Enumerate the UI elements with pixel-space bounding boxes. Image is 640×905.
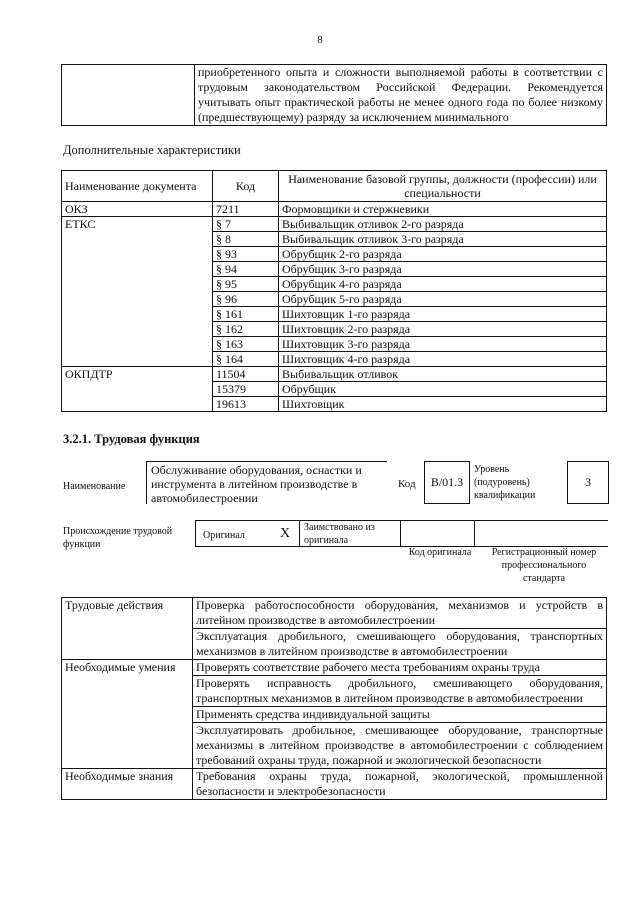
name-label: Наименование — [63, 481, 126, 492]
empty-cell — [62, 65, 195, 126]
borrowed-label: Заимствовано из оригинала — [304, 522, 375, 546]
group-label-cell: Трудовые действия — [62, 598, 193, 660]
table-row — [62, 367, 607, 382]
code-cell: § 93 — [213, 247, 279, 262]
name-cell: Формовщики и стержневики — [279, 202, 607, 217]
group-label-cell: Необходимые знания — [62, 769, 193, 800]
item-cell: Проверка работоспособности оборудования, механизмов и устройств в литейном производстве в автомобилестроении — [193, 598, 607, 629]
name-cell: Обрубщик — [279, 382, 607, 397]
document-cell: ОКПДТР — [62, 367, 213, 412]
name-box — [146, 461, 387, 504]
code-original-caption: Код оригинала — [408, 547, 472, 558]
divider — [400, 521, 401, 546]
registration-caption: Регистрационный номер профессионального стандарта — [491, 547, 597, 584]
additional-characteristics-title: Дополнительные характеристики — [63, 143, 241, 157]
labor-function-heading: 3.2.1. Трудовая функция — [63, 432, 200, 446]
table-row — [62, 217, 607, 232]
name-cell: Выбивальщик отливок — [279, 367, 607, 382]
name-cell: Шихтовщик 2-го разряда — [279, 322, 607, 337]
original-label: Оригинал — [203, 530, 245, 541]
item-cell: Применять средства индивидуальной защиты — [193, 707, 607, 723]
code-label: Код — [398, 478, 416, 490]
name-cell: Выбивальщик отливок 3-го разряда — [279, 232, 607, 247]
document-cell: ЕТКС — [62, 217, 213, 367]
name-cell: Шихтовщик 1-го разряда — [279, 307, 607, 322]
item-cell: Эксплуатировать дробильное, смешивающее оборудование, транспортные механизмы в литейном производстве в автомобилестроении с соблюдением требований охраны труда, пожарной и экологической безопасности — [193, 723, 607, 769]
code-value: B/01.3 — [424, 461, 470, 504]
group-label-cell: Необходимые умения — [62, 660, 193, 769]
name-cell: Шихтовщик 4-го разряда — [279, 352, 607, 367]
code-cell: § 161 — [213, 307, 279, 322]
name-cell: Шихтовщик — [279, 397, 607, 412]
table-row — [62, 769, 607, 800]
origin-box — [195, 520, 608, 547]
item-cell: Проверять исправность дробильного, смешивающего оборудования, транспортных механизмов в литейном производстве в автомобилестроении — [193, 676, 607, 707]
origin-label: Происхождение трудовой функции — [63, 526, 173, 550]
item-cell: Проверять соответствие рабочего места требованиям охраны труда — [193, 660, 607, 676]
code-cell: § 94 — [213, 262, 279, 277]
name-cell: Обрубщик 5-го разряда — [279, 292, 607, 307]
divider — [299, 521, 300, 546]
code-cell: § 163 — [213, 337, 279, 352]
code-cell: § 8 — [213, 232, 279, 247]
table-row — [62, 598, 607, 629]
name-value: Обслуживание оборудования, оснастки и инструмента в литейном производстве в автомобилестроении — [151, 463, 362, 505]
code-cell: 15379 — [213, 382, 279, 397]
name-cell: Обрубщик 3-го разряда — [279, 262, 607, 277]
divider — [474, 521, 475, 546]
table-row — [62, 202, 607, 217]
name-cell: Обрубщик 2-го разряда — [279, 247, 607, 262]
item-cell: Требования охраны труда, пожарной, экологической, промышленной безопасности и электробезопасности — [193, 769, 607, 800]
original-mark: X — [280, 526, 291, 541]
page-number: 8 — [317, 34, 323, 46]
header-document: Наименование документа — [62, 171, 213, 202]
code-cell: § 7 — [213, 217, 279, 232]
details-table — [61, 597, 607, 800]
code-cell: 7211 — [213, 202, 279, 217]
name-cell: Выбивальщик отливок 2-го разряда — [279, 217, 607, 232]
item-cell: Эксплуатация дробильного, смешивающего оборудования, транспортных механизмов в литейном производстве в автомобилестроении — [193, 629, 607, 660]
code-cell: 19613 — [213, 397, 279, 412]
header-code: Код — [213, 171, 279, 202]
name-cell: Обрубщик 4-го разряда — [279, 277, 607, 292]
table-row — [62, 660, 607, 676]
continuation-text: приобретенного опыта и сложности выполняемой работы в соответствии с трудовым законодательством Российской Федерации. Рекомендуется учитывать опыт практической работы не менее одного года по более низкому (предшествующему) разряду за исключением минимального — [195, 65, 607, 126]
continuation-table — [61, 64, 607, 126]
code-cell: § 164 — [213, 352, 279, 367]
level-value: 3 — [567, 461, 609, 504]
code-cell: 11504 — [213, 367, 279, 382]
code-cell: § 162 — [213, 322, 279, 337]
name-cell: Шихтовщик 3-го разряда — [279, 337, 607, 352]
header-name: Наименование базовой группы, должности (профессии) или специальности — [279, 171, 607, 202]
level-label: Уровень (подуровень) квалификации — [474, 464, 536, 501]
code-cell: § 96 — [213, 292, 279, 307]
table-header-row — [62, 171, 607, 202]
document-cell: ОКЗ — [62, 202, 213, 217]
code-cell: § 95 — [213, 277, 279, 292]
additional-characteristics-table — [61, 170, 607, 412]
